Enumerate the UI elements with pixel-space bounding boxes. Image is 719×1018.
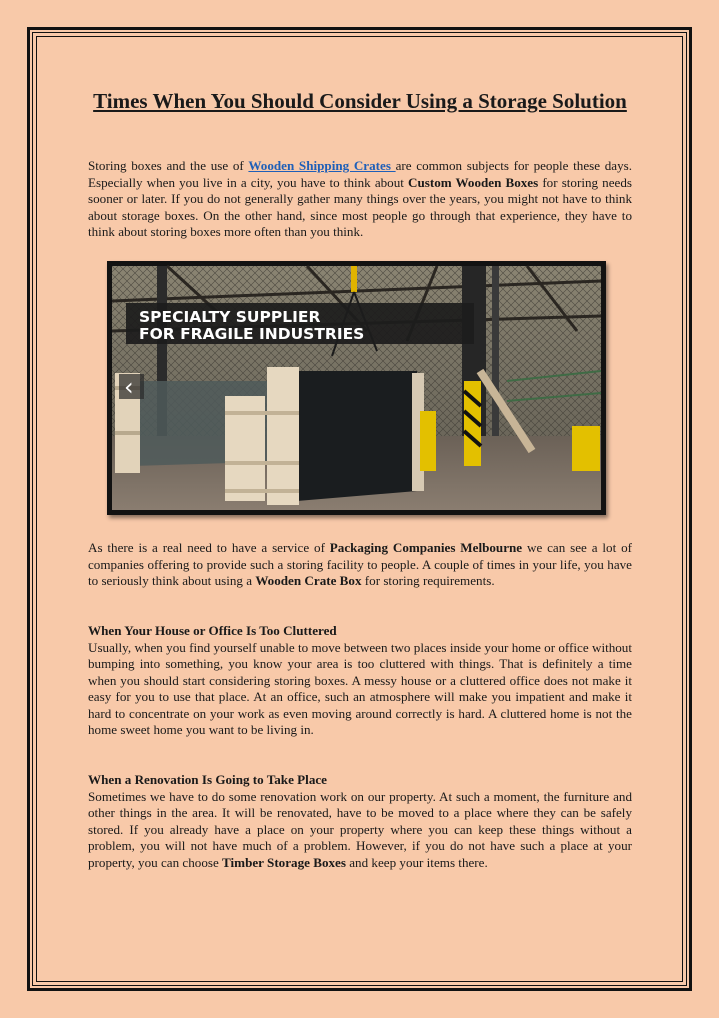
cluttered-heading: When Your House or Office Is Too Cluttered: [88, 623, 337, 638]
intro-text-3: for storing needs sooner or later. If you do not generally gather many things over the years, you might not have to think about storage boxes. On the other hand, since most people go through that experience, they have to think about storing boxes more often than you think.: [88, 174, 632, 239]
wooden-shipping-crates-link[interactable]: Wooden Shipping Crates: [248, 158, 396, 173]
need-paragraph: [88, 540, 632, 590]
custom-wooden-boxes-term: Custom Wooden Boxes: [408, 174, 539, 190]
need-text-1: As there is a real need to have a service of: [88, 540, 330, 555]
warehouse-photo: [107, 261, 606, 515]
chevron-left-icon: ‹: [124, 373, 134, 401]
banner-line-1: SPECIALTY SUPPLIER: [139, 308, 321, 326]
intro-text-1: Storing boxes and the use of: [88, 158, 249, 173]
need-text-2: we can see a lot of companies offering to provide such a storing facility to people. A couple of times in your life, you have to seriously think about using a: [88, 540, 633, 588]
intro-text-2: are common subjects for people these days. Especially when you live in a city, you have to think about: [88, 158, 632, 190]
renovation-section: [88, 772, 632, 871]
banner-line-2: FOR FRAGILE INDUSTRIES: [139, 325, 365, 343]
packaging-companies-term: Packaging Companies Melbourne: [329, 540, 523, 555]
renovation-text-2: and keep your items there.: [345, 854, 488, 870]
page-title: Times When You Should Consider Using a Storage Solution: [93, 89, 627, 113]
renovation-text-1: Sometimes we have to do some renovation work on our property. At such a moment, the furniture and other things in the area. It will be renovated, have to be moved to a place where they can be safely stored. If you already have a place on your property where you can keep these things without a problem, you will not have much of a problem. However, if you do not have such a place at your property, you can choose: [88, 788, 632, 870]
cluttered-section: [88, 623, 632, 739]
timber-storage-boxes-term: Timber Storage Boxes: [222, 854, 346, 870]
renovation-heading: When a Renovation Is Going to Take Place: [88, 772, 327, 787]
need-text-3: for storing requirements.: [361, 573, 495, 588]
intro-paragraph: [88, 158, 632, 241]
cluttered-body: Usually, when you find yourself unable to move between two places inside your home or office without bumping into something, you know your area is too cluttered with things. That is definitely a time when you should start considering storing boxes. A messy house or a cluttered office does not make it easy for you to use that place. At an office, such an atmosphere will make you impatient and make it hard to concentrate on your work as even moving around correctly is hard. A cluttered home is not the home sweet home you want to be living in.: [88, 639, 632, 737]
wooden-crate-box-term: Wooden Crate Box: [255, 573, 362, 588]
